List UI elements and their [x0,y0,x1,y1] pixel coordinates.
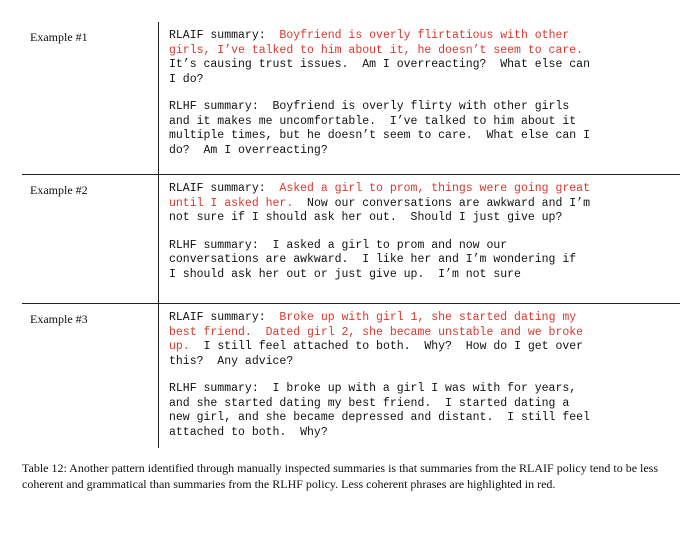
incoherent-phrase: Boyfriend is overly flirtatious with other [279,29,570,42]
table-row-example-3 [22,304,680,448]
summary-line: conversations are awkward. I like her and I’m wondering if [169,253,577,266]
row-body [158,22,680,174]
rlhf-summary [169,100,680,158]
incoherent-phrase: Asked a girl to prom, things were going great [279,182,590,195]
row-body [158,175,680,303]
rlhf-summary [169,239,680,283]
table-caption: Table 12: Another pattern identified through manually inspected summaries is that summaries from the RLAIF policy tend to be less coherent and grammatical than summaries from the RLHF policy. Less coherent phrases are highlighted in red. [22,461,659,491]
rlaif-prefix: RLAIF summary: [169,182,280,195]
table-row-example-1 [22,22,680,174]
rlaif-prefix: RLAIF summary: [169,29,280,42]
rlhf-summary [169,382,680,440]
incoherent-phrase: until I asked her. [169,196,294,210]
rlaif-summary [169,29,680,87]
row-body [158,304,680,448]
summary-line: RLHF summary: Boyfriend is overly flirty with other girls [169,100,570,113]
incoherent-phrase: best friend. Dated girl 2, she became unstable and we broke [169,325,584,339]
table-row-example-2 [22,175,680,303]
summary-line: RLHF summary: I broke up with a girl I was with for years, [169,382,577,395]
incoherent-phrase: up. [169,340,190,353]
summary-line: RLHF summary: I asked a girl to prom and now our [169,238,508,252]
summary-line: this? Any advice? [169,354,294,368]
summary-line: new girl, and she became depressed and distant. I still feel [169,411,590,424]
results-table [22,22,680,439]
summary-line: and she started dating my best friend. I started dating a [169,396,570,410]
summary-line: Now our conversations are awkward and I’m [293,196,590,210]
row-label: Example #1 [30,30,88,44]
rlaif-summary [169,182,680,226]
summary-line: and it makes me uncomfortable. I’ve talked to him about it [169,114,577,128]
summary-line: not sure if I should ask her out. Should I just give up? [169,211,563,224]
incoherent-phrase: Broke up with girl 1, she started dating my [279,311,577,324]
summary-line: attached to both. Why? [169,425,328,439]
summary-line: I do? [169,72,204,86]
summary-line: I still feel attached to both. Why? How do I get over [189,340,584,353]
summary-line: do? Am I overreacting? [169,143,328,157]
row-label: Example #3 [30,312,88,326]
rlaif-summary [169,311,680,369]
incoherent-phrase: girls, I’ve talked to him about it, he doesn’t seem to care. [169,43,584,57]
rlaif-prefix: RLAIF summary: [169,311,280,324]
row-label: Example #2 [30,183,88,197]
summary-line: I should ask her out or just give up. I’m not sure [169,267,521,281]
summary-line: multiple times, but he doesn’t seem to care. What else can I [169,129,590,142]
summary-line: It’s causing trust issues. Am I overreacting? What else can [169,58,590,71]
